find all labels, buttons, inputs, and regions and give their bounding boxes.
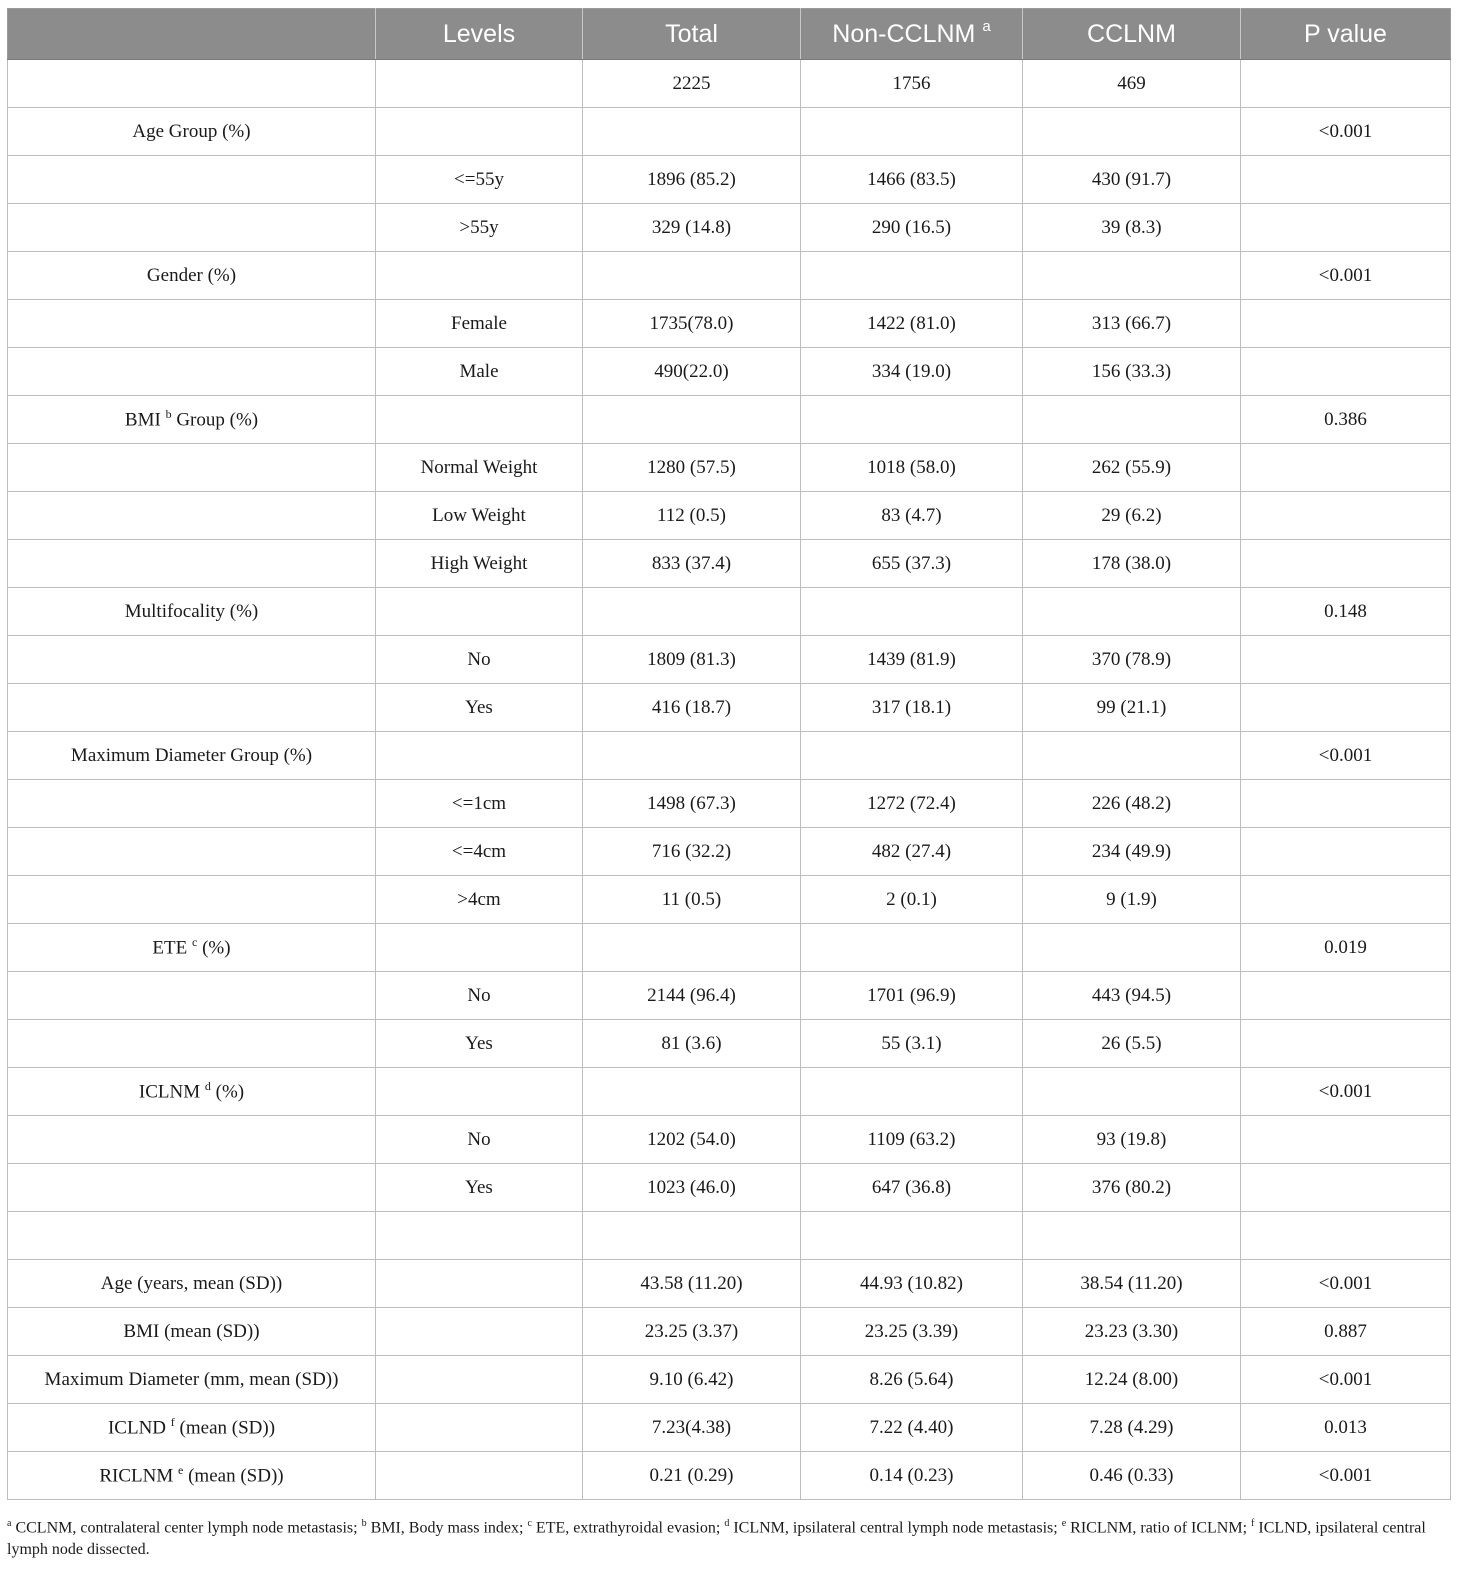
- variable-label-suffix: (mean (SD)): [179, 1417, 276, 1439]
- table-cell: [1023, 252, 1241, 300]
- footnote-marker: b: [361, 1518, 367, 1529]
- table-row: [8, 1308, 1451, 1356]
- table-cell: [1241, 828, 1451, 876]
- table-cell: [1241, 684, 1451, 732]
- footnote-text: ETE, extrathyroidal evasion;: [535, 1519, 721, 1537]
- table-cell: 647 (36.8): [801, 1164, 1023, 1212]
- table-cell: Age (years, mean (SD)): [8, 1260, 376, 1308]
- table-cell: [8, 876, 376, 924]
- table-cell: [1241, 156, 1451, 204]
- table-cell: [583, 396, 801, 444]
- table-cell: 9 (1.9): [1023, 876, 1241, 924]
- variable-label: BMI: [124, 409, 161, 431]
- table-cell: [1241, 492, 1451, 540]
- table-cell: [1241, 780, 1451, 828]
- table-cell: 39 (8.3): [1023, 204, 1241, 252]
- table-cell: 55 (3.1): [801, 1020, 1023, 1068]
- table-cell: 0.386: [1241, 396, 1451, 444]
- table-cell: Maximum Diameter (mm, mean (SD)): [8, 1356, 376, 1404]
- table-cell: [801, 396, 1023, 444]
- table-cell: [376, 924, 583, 972]
- footnote-text: ICLND, ipsilateral central lymph node dissected.: [7, 1519, 1426, 1559]
- table-cell: 226 (48.2): [1023, 780, 1241, 828]
- table-cell: [8, 972, 376, 1020]
- table-cell: [583, 252, 801, 300]
- table-cell: [1241, 1116, 1451, 1164]
- footnote-marker: c: [527, 1518, 532, 1529]
- table-cell: Gender (%): [8, 252, 376, 300]
- table-cell: 490(22.0): [583, 348, 801, 396]
- header-cclnm: CCLNM: [1023, 9, 1241, 60]
- table-cell: 9.10 (6.42): [583, 1356, 801, 1404]
- table-row: [8, 1164, 1451, 1212]
- footnote-marker: a: [7, 1518, 12, 1529]
- table-cell: [1023, 924, 1241, 972]
- table-cell: 234 (49.9): [1023, 828, 1241, 876]
- table-cell: [376, 732, 583, 780]
- table-cell: [376, 108, 583, 156]
- table-cell: 0.14 (0.23): [801, 1452, 1023, 1500]
- table-cell: [8, 1452, 376, 1500]
- table-cell: Male: [376, 348, 583, 396]
- table-cell: Maximum Diameter Group (%): [8, 732, 376, 780]
- table-cell: 7.23(4.38): [583, 1404, 801, 1452]
- table-cell: [583, 1068, 801, 1116]
- table-cell: 81 (3.6): [583, 1020, 801, 1068]
- table-cell: 1701 (96.9): [801, 972, 1023, 1020]
- table-cell: 0.21 (0.29): [583, 1452, 801, 1500]
- header-levels: Levels: [376, 9, 583, 60]
- table-cell: 83 (4.7): [801, 492, 1023, 540]
- table-cell: 2 (0.1): [801, 876, 1023, 924]
- table-row: [8, 732, 1451, 780]
- table-cell: Low Weight: [376, 492, 583, 540]
- table-row: [8, 1404, 1451, 1452]
- table-cell: 38.54 (11.20): [1023, 1260, 1241, 1308]
- table-row: [8, 636, 1451, 684]
- footnote-text: RICLNM, ratio of ICLNM;: [1070, 1519, 1248, 1537]
- variable-label-suffix: Group (%): [176, 409, 259, 431]
- table-cell: <0.001: [1241, 1356, 1451, 1404]
- table-cell: [801, 1212, 1023, 1260]
- table-cell: Multifocality (%): [8, 588, 376, 636]
- table-cell: 262 (55.9): [1023, 444, 1241, 492]
- table-cell: 43.58 (11.20): [583, 1260, 801, 1308]
- table-cell: [376, 1212, 583, 1260]
- footnote-marker: d: [204, 1079, 211, 1094]
- header-total: Total: [583, 9, 801, 60]
- table-cell: 443 (94.5): [1023, 972, 1241, 1020]
- table-cell: 2144 (96.4): [583, 972, 801, 1020]
- table-row: [8, 780, 1451, 828]
- table-cell: [801, 1068, 1023, 1116]
- table-cell: 156 (33.3): [1023, 348, 1241, 396]
- footnote-marker: e: [178, 1463, 184, 1478]
- table-cell: 29 (6.2): [1023, 492, 1241, 540]
- table-cell: 2225: [583, 60, 801, 108]
- table-cell: [8, 396, 376, 444]
- table-cell: 430 (91.7): [1023, 156, 1241, 204]
- header-variable: [8, 9, 376, 60]
- table-cell: [801, 924, 1023, 972]
- table-cell: [1023, 588, 1241, 636]
- table-cell: [583, 588, 801, 636]
- table-cell: 1466 (83.5): [801, 156, 1023, 204]
- table-cell: [8, 684, 376, 732]
- table-cell: [8, 492, 376, 540]
- header-non-cclnm-label: Non-CCLNM: [832, 19, 976, 48]
- variable-label-suffix: (mean (SD)): [188, 1465, 284, 1487]
- table-row: [8, 1452, 1451, 1500]
- table-cell: 112 (0.5): [583, 492, 801, 540]
- table-cell: 469: [1023, 60, 1241, 108]
- table-cell: [8, 1404, 376, 1452]
- table-row: [8, 828, 1451, 876]
- table-cell: 0.148: [1241, 588, 1451, 636]
- table-cell: [8, 1020, 376, 1068]
- table-cell: [376, 1068, 583, 1116]
- table-cell: >4cm: [376, 876, 583, 924]
- data-table-container: [7, 8, 1450, 1500]
- table-row: [8, 1116, 1451, 1164]
- table-cell: 0.019: [1241, 924, 1451, 972]
- table-row: [8, 876, 1451, 924]
- table-cell: 93 (19.8): [1023, 1116, 1241, 1164]
- table-cell: [8, 828, 376, 876]
- table-row: [8, 60, 1451, 108]
- header-non-cclnm-sup: a: [982, 17, 991, 35]
- table-cell: 1272 (72.4): [801, 780, 1023, 828]
- table-cell: 7.22 (4.40): [801, 1404, 1023, 1452]
- table-cell: 1735(78.0): [583, 300, 801, 348]
- table-cell: <0.001: [1241, 108, 1451, 156]
- table-cell: [583, 924, 801, 972]
- table-row: [8, 156, 1451, 204]
- table-cell: [1241, 1164, 1451, 1212]
- table-cell: 290 (16.5): [801, 204, 1023, 252]
- table-cell: [801, 732, 1023, 780]
- table-cell: [376, 252, 583, 300]
- table-cell: [1023, 1212, 1241, 1260]
- table-cell: 26 (5.5): [1023, 1020, 1241, 1068]
- table-row: [8, 492, 1451, 540]
- table-cell: [583, 1212, 801, 1260]
- table-cell: [583, 732, 801, 780]
- table-row: [8, 1020, 1451, 1068]
- footnote-marker: e: [1061, 1518, 1067, 1529]
- table-cell: 0.46 (0.33): [1023, 1452, 1241, 1500]
- table-cell: [1023, 1068, 1241, 1116]
- table-cell: 370 (78.9): [1023, 636, 1241, 684]
- table-cell: 416 (18.7): [583, 684, 801, 732]
- table-row: [8, 108, 1451, 156]
- table-cell: 482 (27.4): [801, 828, 1023, 876]
- table-cell: 655 (37.3): [801, 540, 1023, 588]
- table-cell: [8, 444, 376, 492]
- table-cell: <=55y: [376, 156, 583, 204]
- table-cell: 8.26 (5.64): [801, 1356, 1023, 1404]
- table-cell: 1756: [801, 60, 1023, 108]
- table-cell: [8, 300, 376, 348]
- table-cell: Normal Weight: [376, 444, 583, 492]
- table-cell: [1023, 396, 1241, 444]
- table-cell: [8, 156, 376, 204]
- footnote-marker: f: [1251, 1518, 1255, 1529]
- footnote-marker: d: [724, 1518, 730, 1529]
- table-cell: Age Group (%): [8, 108, 376, 156]
- footnote-text: CCLNM, contralateral center lymph node metastasis;: [15, 1519, 358, 1537]
- table-footnote: [7, 1513, 1453, 1561]
- footnote-text: ICLNM, ipsilateral central lymph node metastasis;: [733, 1519, 1058, 1537]
- table-row: [8, 1068, 1451, 1116]
- table-cell: [8, 1212, 376, 1260]
- table-row: [8, 540, 1451, 588]
- table-cell: 334 (19.0): [801, 348, 1023, 396]
- table-cell: 23.25 (3.39): [801, 1308, 1023, 1356]
- table-row: [8, 204, 1451, 252]
- table-cell: No: [376, 636, 583, 684]
- table-cell: [1023, 108, 1241, 156]
- table-row: [8, 684, 1451, 732]
- table-cell: [376, 1404, 583, 1452]
- table-row: [8, 1212, 1451, 1260]
- table-cell: Yes: [376, 1020, 583, 1068]
- table-cell: Yes: [376, 684, 583, 732]
- table-cell: Yes: [376, 1164, 583, 1212]
- table-cell: [8, 60, 376, 108]
- table-cell: [1241, 60, 1451, 108]
- table-cell: [8, 1116, 376, 1164]
- variable-label: ICLND: [107, 1417, 167, 1439]
- table-cell: [8, 348, 376, 396]
- table-cell: 12.24 (8.00): [1023, 1356, 1241, 1404]
- table-cell: <0.001: [1241, 1452, 1451, 1500]
- table-row: [8, 972, 1451, 1020]
- table-cell: 1018 (58.0): [801, 444, 1023, 492]
- footnote-marker: c: [192, 935, 198, 950]
- table-cell: [1241, 204, 1451, 252]
- table-cell: [8, 540, 376, 588]
- table-cell: 1439 (81.9): [801, 636, 1023, 684]
- table-cell: 329 (14.8): [583, 204, 801, 252]
- table-cell: 0.013: [1241, 1404, 1451, 1452]
- table-cell: [376, 1308, 583, 1356]
- table-cell: [1241, 444, 1451, 492]
- table-row: [8, 300, 1451, 348]
- table-cell: [376, 1356, 583, 1404]
- table-cell: 0.887: [1241, 1308, 1451, 1356]
- table-cell: 1202 (54.0): [583, 1116, 801, 1164]
- table-row: [8, 588, 1451, 636]
- table-cell: 23.25 (3.37): [583, 1308, 801, 1356]
- table-cell: <0.001: [1241, 252, 1451, 300]
- table-row: [8, 1356, 1451, 1404]
- table-cell: BMI (mean (SD)): [8, 1308, 376, 1356]
- table-cell: 716 (32.2): [583, 828, 801, 876]
- table-cell: [376, 60, 583, 108]
- table-cell: No: [376, 972, 583, 1020]
- table-cell: [376, 1452, 583, 1500]
- table-cell: [8, 924, 376, 972]
- table-cell: [801, 108, 1023, 156]
- table-cell: 1109 (63.2): [801, 1116, 1023, 1164]
- table-cell: 1809 (81.3): [583, 636, 801, 684]
- table-cell: [1241, 636, 1451, 684]
- table-row: [8, 1260, 1451, 1308]
- table-cell: Female: [376, 300, 583, 348]
- table-row: [8, 252, 1451, 300]
- table-cell: [1023, 732, 1241, 780]
- characteristics-table: [7, 8, 1451, 1500]
- table-cell: <=1cm: [376, 780, 583, 828]
- table-cell: 317 (18.1): [801, 684, 1023, 732]
- table-cell: <0.001: [1241, 1068, 1451, 1116]
- table-cell: 1023 (46.0): [583, 1164, 801, 1212]
- table-cell: 833 (37.4): [583, 540, 801, 588]
- table-cell: <=4cm: [376, 828, 583, 876]
- table-cell: [376, 1260, 583, 1308]
- table-row: [8, 924, 1451, 972]
- table-cell: [1241, 1212, 1451, 1260]
- table-row: [8, 348, 1451, 396]
- table-cell: [1241, 972, 1451, 1020]
- variable-label-suffix: (%): [202, 937, 231, 959]
- table-cell: [1241, 348, 1451, 396]
- table-cell: 376 (80.2): [1023, 1164, 1241, 1212]
- table-cell: [801, 252, 1023, 300]
- footnote-marker: f: [170, 1415, 175, 1430]
- table-cell: [8, 780, 376, 828]
- table-cell: 1498 (67.3): [583, 780, 801, 828]
- table-cell: 1422 (81.0): [801, 300, 1023, 348]
- variable-label: ICLNM: [138, 1081, 201, 1103]
- variable-label: RICLNM: [99, 1465, 174, 1487]
- table-cell: [8, 1164, 376, 1212]
- table-cell: 11 (0.5): [583, 876, 801, 924]
- table-cell: [1241, 300, 1451, 348]
- table-row: [8, 444, 1451, 492]
- footnote-marker: b: [165, 407, 172, 422]
- table-cell: 1280 (57.5): [583, 444, 801, 492]
- table-cell: [583, 108, 801, 156]
- footnote-text: BMI, Body mass index;: [370, 1519, 524, 1537]
- table-header-row: [8, 9, 1451, 60]
- table-cell: [8, 204, 376, 252]
- variable-label-suffix: (%): [215, 1081, 245, 1103]
- table-cell: 1896 (85.2): [583, 156, 801, 204]
- table-cell: High Weight: [376, 540, 583, 588]
- table-cell: 99 (21.1): [1023, 684, 1241, 732]
- table-cell: [801, 588, 1023, 636]
- table-cell: 44.93 (10.82): [801, 1260, 1023, 1308]
- table-cell: [376, 396, 583, 444]
- table-cell: 23.23 (3.30): [1023, 1308, 1241, 1356]
- table-cell: >55y: [376, 204, 583, 252]
- table-cell: [8, 636, 376, 684]
- table-cell: 178 (38.0): [1023, 540, 1241, 588]
- table-cell: [8, 1068, 376, 1116]
- table-cell: 313 (66.7): [1023, 300, 1241, 348]
- header-p-value: P value: [1241, 9, 1451, 60]
- table-cell: [1241, 540, 1451, 588]
- header-non-cclnm: [801, 9, 1023, 60]
- table-cell: <0.001: [1241, 732, 1451, 780]
- table-row: [8, 396, 1451, 444]
- table-cell: [1241, 1020, 1451, 1068]
- variable-label: ETE: [152, 937, 188, 959]
- table-cell: <0.001: [1241, 1260, 1451, 1308]
- table-cell: [1241, 876, 1451, 924]
- table-cell: [376, 588, 583, 636]
- table-cell: 7.28 (4.29): [1023, 1404, 1241, 1452]
- table-cell: No: [376, 1116, 583, 1164]
